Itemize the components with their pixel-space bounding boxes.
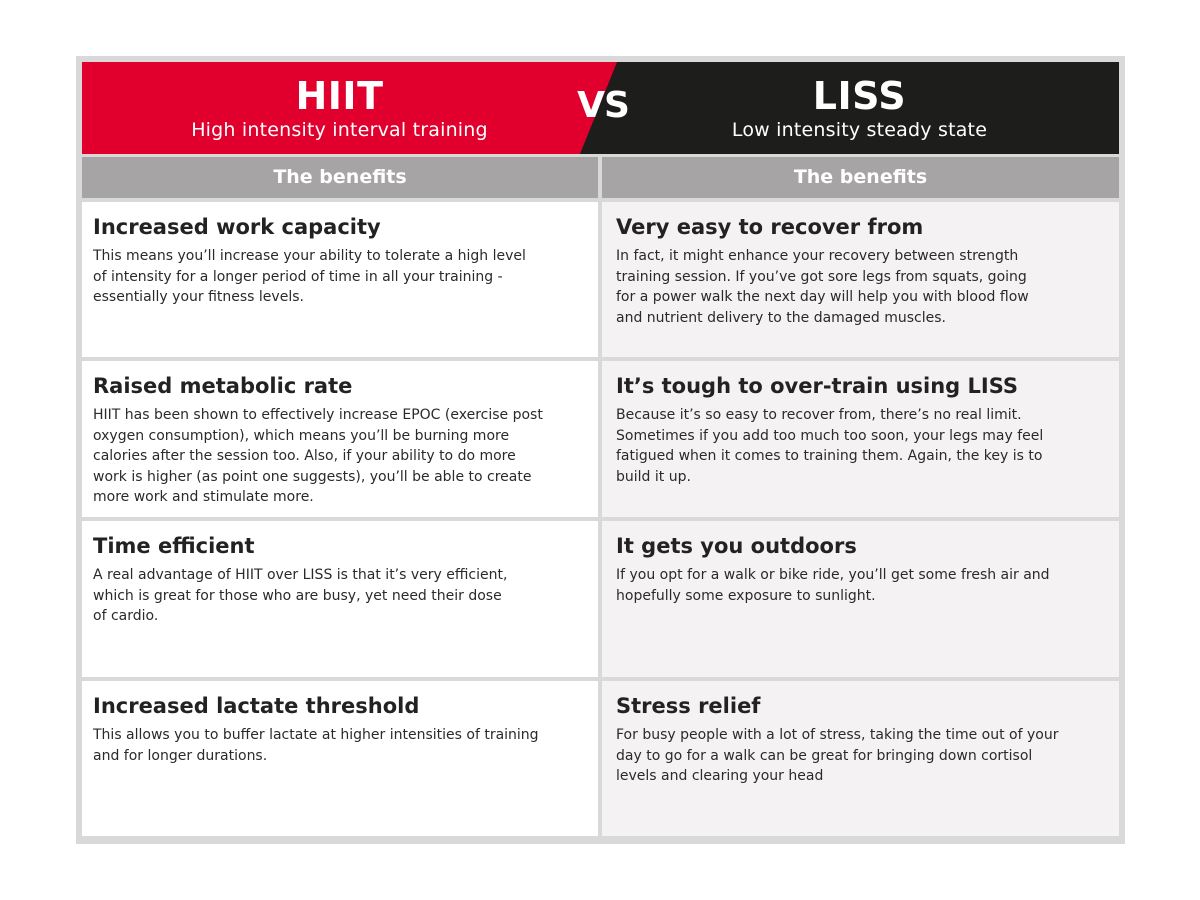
benefit-description: HIIT has been shown to effectively increase EPOC (exercise post oxygen consumption), which means you’ll be burning more calories after the session too. Also, if your ability to do more work is higher (as point one suggests), you’ll be able to create more work and stimulate more. — [93, 407, 543, 505]
benefit-description: This means you’ll increase your ability to tolerate a high level of intensity for a longer period of time in all your training - essentially your fitness levels. — [93, 248, 526, 305]
benefit-title: It’s tough to over-train using LISS — [616, 374, 1019, 398]
hiit-benefits-header: The benefits — [82, 157, 598, 198]
liss-benefit-cell — [602, 521, 1119, 677]
benefit-description: This allows you to buffer lactate at higher intensities of training and for longer durations. — [93, 727, 539, 764]
benefit-description: In fact, it might enhance your recovery between strength training session. If you’ve got sore legs from squats, going for a power walk the next day will help you with blood flow and nutrient delivery to the damaged muscles. — [616, 248, 1029, 326]
hiit-benefit-cell — [82, 521, 598, 677]
liss-benefit-cell — [602, 681, 1119, 836]
hiit-benefit-cell — [82, 361, 598, 517]
benefit-description: For busy people with a lot of stress, taking the time out of your day to go for a walk can be great for bringing down cortisol levels and clearing your head — [616, 727, 1059, 784]
liss-title: LISS — [812, 74, 907, 118]
benefit-title: Very easy to recover from — [616, 215, 924, 239]
liss-subtitle: Low intensity steady state — [731, 119, 988, 141]
hiit-title: HIIT — [295, 74, 384, 118]
hiit-subtitle: High intensity interval training — [191, 119, 488, 141]
benefit-title: Stress relief — [616, 694, 761, 718]
benefit-title: Raised metabolic rate — [93, 374, 353, 398]
vs-label: VS — [577, 85, 629, 126]
benefit-title: It gets you outdoors — [616, 534, 857, 558]
header-banner — [82, 62, 1119, 154]
liss-benefits-header: The benefits — [602, 157, 1119, 198]
hiit-benefit-cell — [82, 202, 598, 357]
liss-benefit-cell — [602, 361, 1119, 517]
benefit-description: A real advantage of HIIT over LISS is that it’s very efficient, which is great for those who are busy, yet need their dose of cardio. — [93, 567, 508, 624]
benefit-title: Increased lactate threshold — [93, 694, 420, 718]
benefit-title: Time efficient — [93, 534, 255, 558]
hiit-title-block — [82, 74, 597, 142]
benefit-title: Increased work capacity — [93, 215, 381, 239]
liss-benefit-cell — [602, 202, 1119, 357]
benefit-description: If you opt for a walk or bike ride, you’ll get some fresh air and hopefully some exposure to sunlight. — [616, 567, 1050, 604]
liss-title-block — [600, 74, 1119, 142]
hiit-benefit-cell — [82, 681, 598, 836]
benefit-description: Because it’s so easy to recover from, there’s no real limit. Sometimes if you add too much too soon, your legs may feel fatigued when it comes to training them. Again, the key is to build it up. — [616, 407, 1044, 485]
